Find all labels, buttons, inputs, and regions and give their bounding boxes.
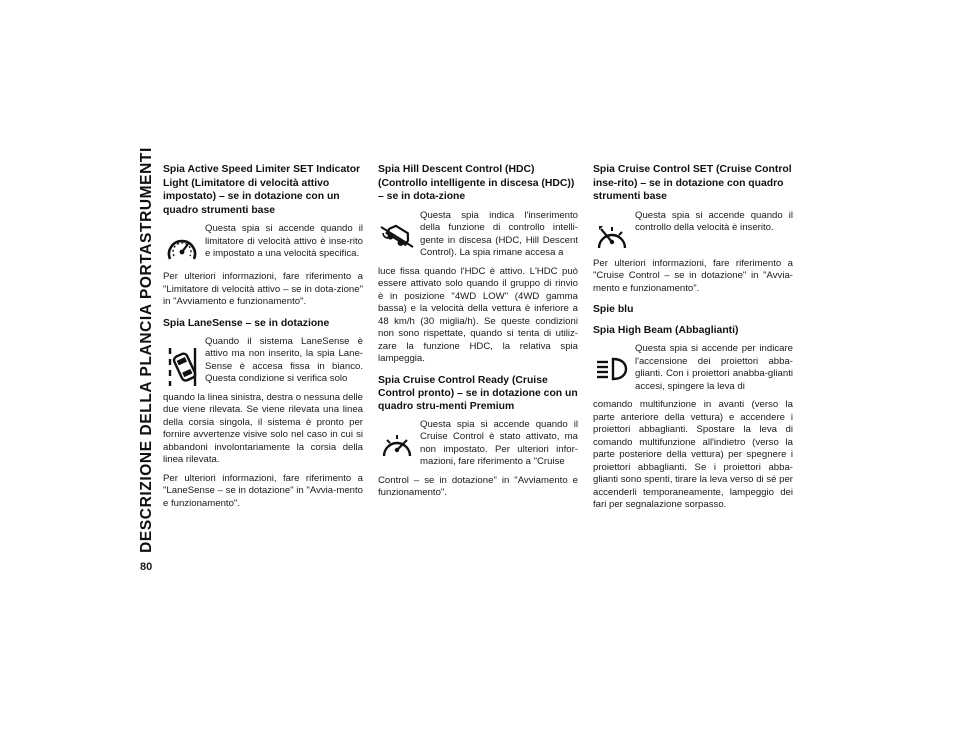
hill-descent-text: Questa spia indica l'inserimento della funzione di controllo intelli-gente in discesa (HDC, Hill Descent Control). La spia rimane accesa a <box>420 209 578 258</box>
column-3 <box>593 163 793 518</box>
cruise-set-icon <box>593 216 631 256</box>
high-beam-text: Questa spia si accende per indicare l'accensione dei proiettori abba-glianti. Con i proiettori anabba-glianti accesi, spingere la leva di <box>635 343 793 392</box>
column-1 <box>163 163 363 516</box>
speed-limiter-title: Spia Active Speed Limiter SET Indicator Light (Limitatore di velocità attivo impostato) – se in dotazione con un quadro strumenti base <box>163 164 361 216</box>
lanesense-title: Spia LaneSense – se in dotazione <box>163 317 330 329</box>
lanesense-text-cont: quando la linea sinistra, destra o nessuna delle due viene rilevata. Se viene rilevata una linea della corsia singola, il sistema è pronto per fornire avvertenze visive solo nel caso in cui si abbandoni involontariamente la corsia della linea rilevata. <box>163 391 364 465</box>
cruise-ready-icon <box>378 425 416 465</box>
speed-limiter-icon <box>163 229 201 269</box>
page-number: 80 <box>140 561 153 573</box>
speed-limiter-ref: Per ulteriori informazioni, fare riferimento a "Limitatore di velocità attivo – se in dota-zione" in "Avviamento e funzionamento". <box>163 271 363 307</box>
lanesense-icon <box>163 342 201 390</box>
hill-descent-text-cont: luce fissa quando l'HDC è attivo. L'HDC può essere attivato solo quando il gruppo di rinvio è in posizione "4WD LOW" (4WD gamma bassa) e la velocità della vettura è inferiore a 48 km/h (30 miglia/h). Se queste condizioni non sono rispettate, quando si tenta di utiliz-zare la funzione HDC, la relativa spia lampeggia. <box>378 265 578 364</box>
cruise-ready-block <box>378 419 578 475</box>
side-tab-label: DESCRIZIONE DELLA PLANCIA PORTASTRUMENTI <box>138 147 155 553</box>
cruise-set-text: Questa spia si accende quando il controllo della velocità è inserito. <box>635 209 793 233</box>
speed-limiter-block <box>163 223 363 271</box>
high-beam-title: Spia High Beam (Abbaglianti) <box>593 325 739 336</box>
hill-descent-block <box>378 210 578 266</box>
cruise-set-ref: Per ulteriori informazioni, fare riferimento a "Cruise Control – se in dotazione" in "Avvia-mento e funzionamento". <box>593 257 793 294</box>
side-tab <box>138 140 156 560</box>
lanesense-block <box>163 336 363 392</box>
high-beam-block <box>593 343 793 399</box>
cruise-set-block <box>593 210 793 258</box>
lanesense-text: Quando il sistema LaneSense è attivo ma non inserito, la spia Lane-Sense è accesa fissa in bianco. Questa condizione si verifica solo <box>205 335 363 384</box>
cruise-ready-text-cont: Control – se in dotazione" in "Avviamento e funzionamento". <box>378 474 578 498</box>
speed-limiter-text: Questa spia si accende quando il limitatore di velocità attivo è inse-rito e impostato a una velocità specifica. <box>205 223 363 259</box>
high-beam-icon <box>593 349 631 389</box>
high-beam-text-cont: comando multifunzione in avanti (verso la parte anteriore della vettura) e accendere i proiettori abbaglianti. Spostare la leva di comando multifunzione all'indietro (verso la parte posteriore della vettura) per spegnere i proiettori abbaglianti. Se i proiettori abba-glianti sono spenti, tirare la leva verso di sé per accenderli temporaneamente, lampeggio dei fari per segnalazione sorpasso. <box>593 399 793 510</box>
hill-descent-icon <box>378 216 416 256</box>
column-2 <box>378 163 578 506</box>
cruise-ready-text: Questa spia si accende quando il Cruise Control è stato attivato, ma non impostato. Per ulteriori infor-mazioni, fare riferimento a "Cruise <box>420 418 578 467</box>
cruise-ready-title: Spia Cruise Control Ready (Cruise Control pronto) – se in dotazione con un quadro stru-menti Premium <box>378 374 578 412</box>
blue-lights-heading: Spie blu <box>593 304 634 315</box>
lanesense-ref: Per ulteriori informazioni, fare riferimento a "LaneSense – se in dotazione" in "Avvia-mento e funzionamento". <box>163 472 363 509</box>
hill-descent-title: Spia Hill Descent Control (HDC) (Controllo intelligente in discesa (HDC)) – se in dota-zione <box>378 164 575 202</box>
cruise-set-title: Spia Cruise Control SET (Cruise Control inse-rito) – se in dotazione con quadro strumenti base <box>593 164 792 202</box>
